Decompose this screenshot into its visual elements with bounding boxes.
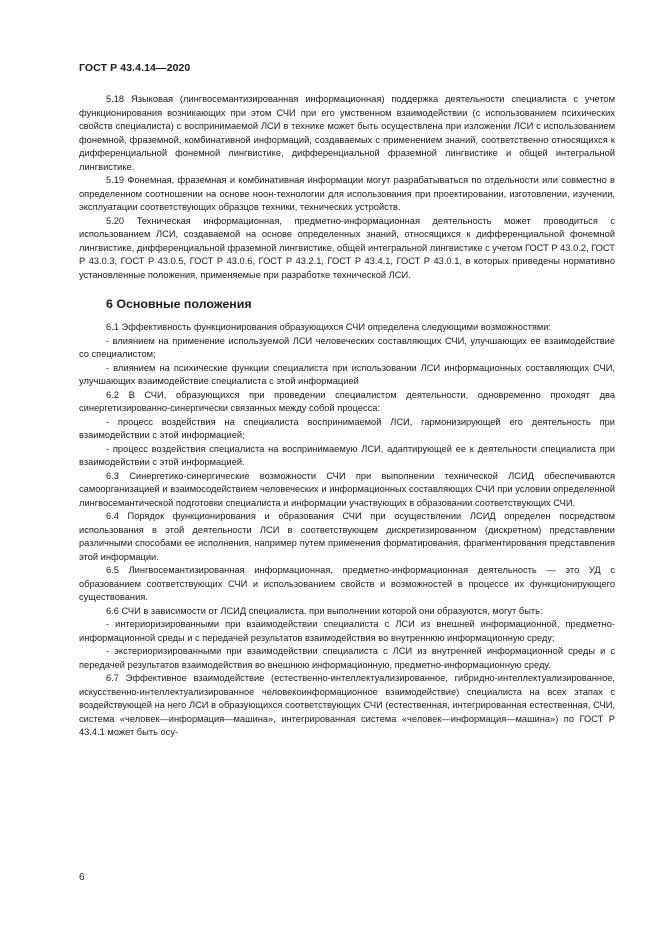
paragraph-6-7: 6.7 Эффективное взаимодействие (естественно-интеллектуализированное, гибридно-интеллектуализированное, искусственно-интеллектуализированное человекоинформационное взаимодействие) специалиста на всех этапах с воздействующей на него ЛСИ в образующихся соответствующих СЧИ (естественная, интегрированная естественная, СЧИ, система «человек—информация—машина», интегрированная система «человек—информация—машина») по ГОСТ Р 43.4.1 может быть осу- [79,673,615,737]
list-item: - интериоризированными при взаимодействии специалиста с ЛСИ из внешней информационной, предметно-информационной среды и с передачей результатов взаимодействия во внутреннюю информационную среду; [79,619,615,643]
list-item: - влиянием на применение используемой ЛСИ человеческих составляющих СЧИ, улучшающих ее взаимодействие со специалистом; [79,335,615,359]
list-item: - влиянием на психические функции специалиста при использовании ЛСИ информационных составляющих СЧИ, улучшающих взаимодействие специалиста с этой информацией [79,362,615,386]
document-body [79,93,615,740]
paragraph-5-19: 5.19 Фонемная, фраземная и комбинативная информации могут разрабатываться по отдельности или совместно в определенном соотношении на основе ноон-технологии для использования при проектировании, изготовлении, изучении, эксплуатации соответствующих образцов техники, технических устройств. [79,175,615,212]
paragraph-6-5: 6.5 Лингвосемантизированная информационная, предметно-информационная деятельность — это УД с образованием соответствующих СЧИ и использованием свойств и возможностей в процессе их функционирующего существования. [79,565,615,602]
running-header: ГОСТ Р 43.4.14—2020 [79,62,191,74]
paragraph-5-20: 5.20 Техническая информационная, предметно-информационная деятельность может проводиться с использованием ЛСИ, создаваемой на основе определенных знаний, относящихся к дифференциальной фонемной лингвистике, дифференциальной фраземной лингвистике, общей интегральной лингвистике с учетом ГОСТ Р 43.0.2, ГОСТ Р 43.0.3, ГОСТ Р 43.0.5, ГОСТ Р 43.0.6, ГОСТ Р 43.2.1, ГОСТ Р 43.4.1, ГОСТ Р 43.0.1, в которых приведены нормативно установленные положения, применяемые при разработке технической ЛСИ. [79,215,615,280]
list-item: - процесс воздействия на специалиста воспринимаемой ЛСИ, гармонизирующей его деятельность при взаимодействии с этой информацией; [79,416,615,440]
list-item: - процесс воздействия специалиста на воспринимаемую ЛСИ, адаптирующей ее к деятельности специалиста при взаимодействии с этой информацией. [79,443,615,467]
paragraph-6-6: 6.6 СЧИ в зависимости от ЛСИД специалиста, при выполнении которой они образуются, могут быть: [106,605,543,616]
section-heading: 6 Основные положения [106,297,252,311]
paragraph-6-3: 6.3 Синергетико-синергические возможности СЧИ при выполнении технической ЛСИД обеспечиваются самоорганизацией и взаимосодействием человеческих и информационных составляющих СЧИ при условии определенной лингвосемантической подготовки специалиста и информации участвующих в образовании соответствующих СЧИ. [79,470,615,508]
page-number: 6 [79,872,85,883]
paragraph-6-4: 6.4 Порядок функционирования и образования СЧИ при осуществлении ЛСИД определен посредством использования в этой деятельности ЛСИ в соответствующем дискретизированном (дискретном) представлении различными способами ее исполнения, например путем применения форматирования, фрагментирования представления этой информации. [79,511,615,562]
paragraph-6-2: 6.2 В СЧИ, образующихся при проведении специалистом деятельности, одновременно проходят два синергетизированно-синергически связанных между собой процесса: [79,389,615,413]
paragraph-5-18: 5.18 Языковая (лингвосемантизированная информационная) поддержка деятельности специалиста с учетом функционирования возникающих при этом СЧИ при его умственном взаимодействии (с использованием психических свойств специалиста) с воспринимаемой ЛСИ в технике может быть осуществлена при изложении ЛСИ с использованием фонемной, фраземной, комбинативной информаций, создаваемых с применением знаний, соответственно относящихся к дифференциальной фонемной лингвистике, дифференциальной фраземной лингвистике и общей интегральной лингвистике. [79,94,615,172]
paragraph-6-1: 6.1 Эффективность функционирования образующихся СЧИ определена следующими возможностями: [106,322,552,332]
list-item: - экстериоризированными при взаимодействии специалиста с ЛСИ из внутренней информационной среды и с передачей результатов взаимодействия во внешнюю информационную, предметно-информационную среду. [79,646,615,670]
